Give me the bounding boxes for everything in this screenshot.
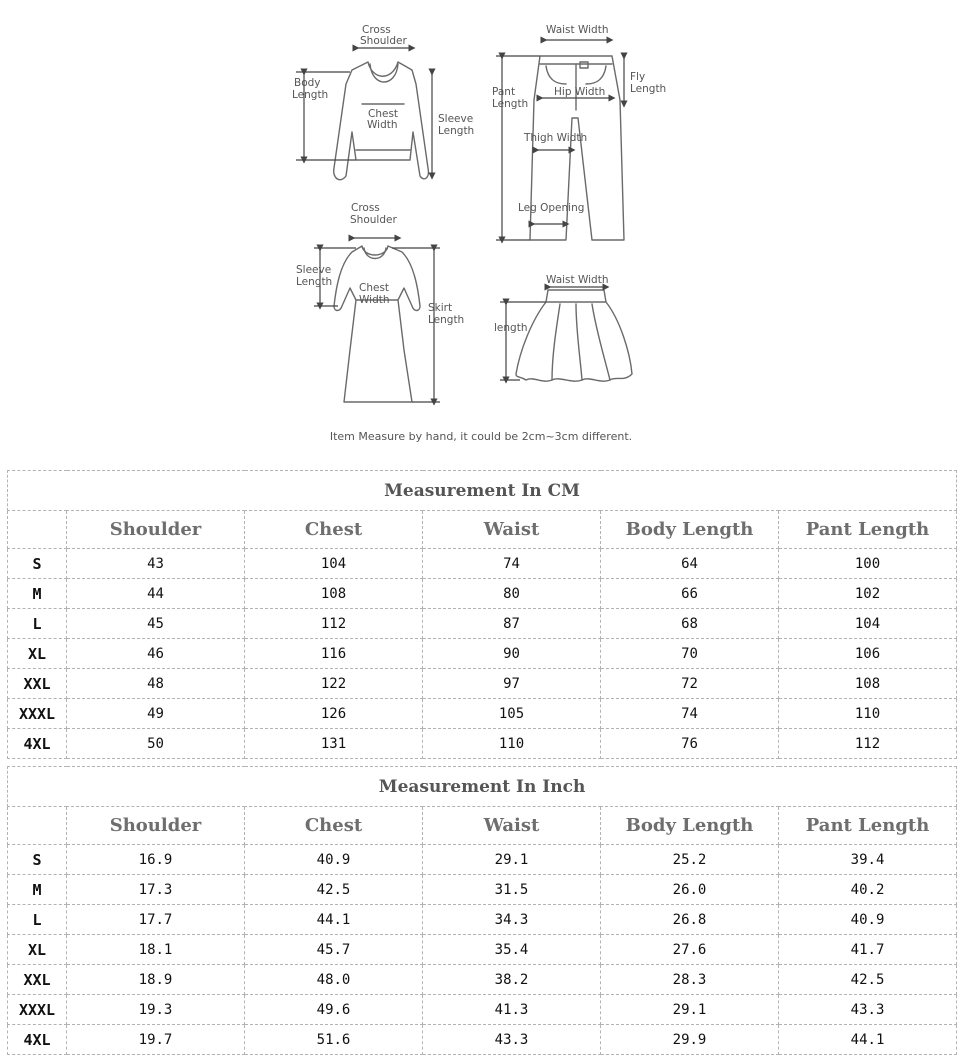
- dress-chest-width-label: Chest: [359, 282, 390, 294]
- table-cell: 112: [245, 609, 423, 639]
- table-cell: 105: [423, 699, 601, 729]
- pants-thigh-width-label: Thigh Width: [524, 132, 588, 144]
- table-cell: 38.2: [423, 965, 601, 995]
- table-cell: 49.6: [245, 995, 423, 1025]
- skirt-length-label: length: [494, 322, 528, 334]
- table-cell: 25.2: [601, 845, 779, 875]
- table-cell: 72: [601, 669, 779, 699]
- pants-leg-opening-label: Leg Opening: [518, 202, 585, 214]
- pants-diagram: [492, 24, 666, 240]
- table-cell: 49: [67, 699, 245, 729]
- table-cell: 43: [67, 549, 245, 579]
- skirt-diagram: [494, 274, 632, 381]
- table-cell: 26.0: [601, 875, 779, 905]
- table-cell: 31.5: [423, 875, 601, 905]
- table-cell: 18.9: [67, 965, 245, 995]
- column-header: Pant Length: [779, 511, 957, 549]
- measurement-table-cm: [7, 470, 957, 759]
- column-header: Body Length: [601, 511, 779, 549]
- table-row: [8, 1025, 957, 1055]
- table-cell: 74: [423, 549, 601, 579]
- sweater-cross-shoulder-label-2: Shoulder: [360, 35, 407, 47]
- dress-chest-width-label-2: Width: [359, 294, 390, 306]
- measurement-note: Item Measure by hand, it could be 2cm~3cm different.: [329, 430, 633, 443]
- column-header: Shoulder: [67, 511, 245, 549]
- table-cell: 102: [779, 579, 957, 609]
- table-cell: 50: [67, 729, 245, 759]
- table-cell: 90: [423, 639, 601, 669]
- table-cell: 27.6: [601, 935, 779, 965]
- table-cell: 41.7: [779, 935, 957, 965]
- table-cell: 112: [779, 729, 957, 759]
- table-cell: 97: [423, 669, 601, 699]
- table-cell: 126: [245, 699, 423, 729]
- table-cell: 40.9: [245, 845, 423, 875]
- table-cell: 45: [67, 609, 245, 639]
- table-cell: 44: [67, 579, 245, 609]
- pants-fly-length-label-2: Length: [630, 83, 667, 95]
- table-cell: 108: [245, 579, 423, 609]
- table-cell: 40.9: [779, 905, 957, 935]
- pants-waist-width-label: Waist Width: [546, 24, 609, 36]
- column-header: Chest: [245, 807, 423, 845]
- skirt-waist-width-label: Waist Width: [546, 274, 609, 286]
- size-label: XXXL: [8, 699, 67, 729]
- measurement-table-inch: [7, 766, 957, 1055]
- table-cell: 100: [779, 549, 957, 579]
- sweater-sleeve-length-label: Sleeve: [438, 113, 474, 125]
- sweater-body-length-label-2: Length: [292, 89, 329, 101]
- table-cell: 122: [245, 669, 423, 699]
- table-row: [8, 729, 957, 759]
- table-cell: 41.3: [423, 995, 601, 1025]
- table-cell: 87: [423, 609, 601, 639]
- table-cell: 66: [601, 579, 779, 609]
- table-cell: 39.4: [779, 845, 957, 875]
- measurement-diagram: [0, 0, 962, 460]
- table-cell: 29.1: [423, 845, 601, 875]
- size-label: S: [8, 845, 67, 875]
- table-cell: 43.3: [423, 1025, 601, 1055]
- table-cell: 29.9: [601, 1025, 779, 1055]
- sweater-sleeve-length-label-2: Length: [438, 125, 475, 137]
- column-header: Waist: [423, 511, 601, 549]
- pants-hip-width-label: Hip Width: [554, 86, 606, 98]
- size-label: XL: [8, 935, 67, 965]
- size-label: XXL: [8, 669, 67, 699]
- column-header: [8, 511, 67, 549]
- dress-sleeve-length-label-2: Length: [296, 276, 333, 288]
- table-cell: 34.3: [423, 905, 601, 935]
- sweater-cross-shoulder-label: Cross: [362, 24, 391, 36]
- sweater-diagram: [292, 24, 474, 180]
- table-row: [8, 965, 957, 995]
- dress-cross-shoulder-label: Cross: [351, 202, 380, 214]
- size-label: 4XL: [8, 1025, 67, 1055]
- table-cell: 45.7: [245, 935, 423, 965]
- table-cell: 42.5: [779, 965, 957, 995]
- column-header: Shoulder: [67, 807, 245, 845]
- table-cell: 48: [67, 669, 245, 699]
- size-label: XL: [8, 639, 67, 669]
- size-label: M: [8, 579, 67, 609]
- table-cell: 80: [423, 579, 601, 609]
- column-header: Body Length: [601, 807, 779, 845]
- table-row: [8, 549, 957, 579]
- table-cell: 28.3: [601, 965, 779, 995]
- table-cell: 51.6: [245, 1025, 423, 1055]
- table-title: Measurement In CM: [8, 471, 957, 511]
- table-cell: 116: [245, 639, 423, 669]
- table-row: [8, 579, 957, 609]
- size-label: M: [8, 875, 67, 905]
- table-cell: 64: [601, 549, 779, 579]
- table-row: [8, 639, 957, 669]
- dress-cross-shoulder-label-2: Shoulder: [350, 214, 397, 226]
- dress-diagram: [296, 202, 464, 402]
- table-cell: 108: [779, 669, 957, 699]
- pants-fly-length-label: Fly: [630, 71, 646, 83]
- table-cell: 40.2: [779, 875, 957, 905]
- size-label: XXL: [8, 965, 67, 995]
- dress-skirt-length-label: Skirt: [428, 302, 453, 314]
- size-label: XXXL: [8, 995, 67, 1025]
- size-label: S: [8, 549, 67, 579]
- table-cell: 16.9: [67, 845, 245, 875]
- column-header: Chest: [245, 511, 423, 549]
- table-row: [8, 875, 957, 905]
- column-header: Pant Length: [779, 807, 957, 845]
- dress-skirt-length-label-2: Length: [428, 314, 465, 326]
- table-cell: 68: [601, 609, 779, 639]
- table-cell: 74: [601, 699, 779, 729]
- size-label: 4XL: [8, 729, 67, 759]
- table-row: [8, 905, 957, 935]
- sweater-chest-width-label: Chest: [368, 108, 399, 120]
- table-cell: 26.8: [601, 905, 779, 935]
- table-cell: 106: [779, 639, 957, 669]
- table-cell: 46: [67, 639, 245, 669]
- table-cell: 44.1: [245, 905, 423, 935]
- dress-sleeve-length-label: Sleeve: [296, 264, 332, 276]
- table-cell: 29.1: [601, 995, 779, 1025]
- table-cell: 17.7: [67, 905, 245, 935]
- column-header: Waist: [423, 807, 601, 845]
- table-title: Measurement In Inch: [8, 767, 957, 807]
- table-cell: 19.3: [67, 995, 245, 1025]
- table-cell: 110: [779, 699, 957, 729]
- pants-pant-length-label-2: Length: [492, 98, 529, 110]
- table-cell: 48.0: [245, 965, 423, 995]
- column-header: [8, 807, 67, 845]
- pants-pant-length-label: Pant: [492, 86, 516, 98]
- table-cell: 42.5: [245, 875, 423, 905]
- table-cell: 17.3: [67, 875, 245, 905]
- size-label: L: [8, 609, 67, 639]
- table-cell: 35.4: [423, 935, 601, 965]
- table-cell: 70: [601, 639, 779, 669]
- table-row: [8, 845, 957, 875]
- table-cell: 104: [779, 609, 957, 639]
- size-label: L: [8, 905, 67, 935]
- table-row: [8, 935, 957, 965]
- table-row: [8, 995, 957, 1025]
- table-cell: 43.3: [779, 995, 957, 1025]
- table-cell: 110: [423, 729, 601, 759]
- table-cell: 104: [245, 549, 423, 579]
- table-cell: 44.1: [779, 1025, 957, 1055]
- table-row: [8, 609, 957, 639]
- table-row: [8, 699, 957, 729]
- sweater-body-length-label: Body: [294, 77, 321, 89]
- sweater-chest-width-label-2: Width: [367, 119, 398, 131]
- table-row: [8, 669, 957, 699]
- table-cell: 18.1: [67, 935, 245, 965]
- table-cell: 19.7: [67, 1025, 245, 1055]
- table-cell: 131: [245, 729, 423, 759]
- table-cell: 76: [601, 729, 779, 759]
